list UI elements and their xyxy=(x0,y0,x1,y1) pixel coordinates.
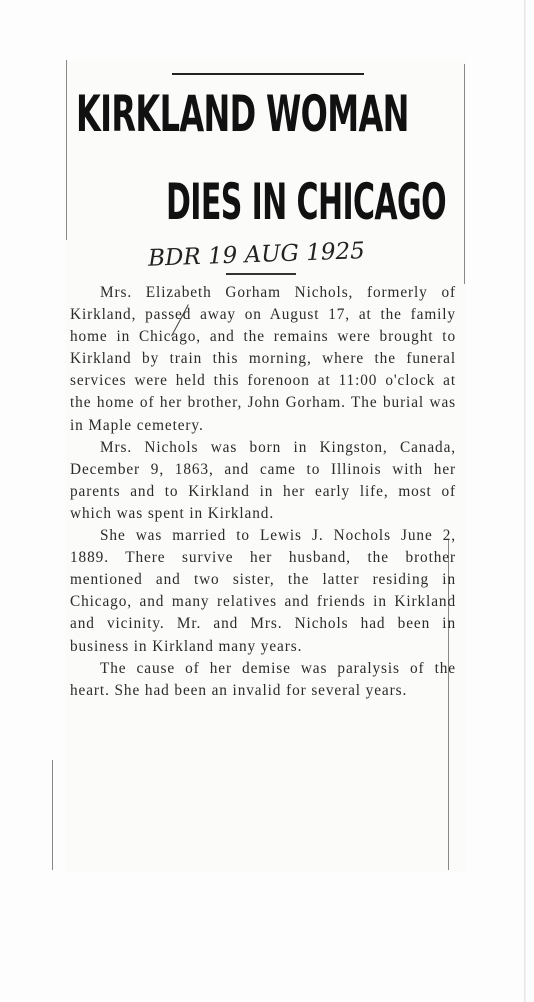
article-paragraph: Mrs. Nichols was born in Kingston, Canada, December 9, 1863, and came to Illinois with her parents and to Kirkland in her early life, most of which was spent in Kirkland. xyxy=(70,438,456,522)
article-paragraph: Mrs. Elizabeth Gorham Nichols, formerly of Kirkland, passed away on August 17, at the family home in Chicago, and the remains were brought to Kirkland by train this morning, where the funeral services were held this forenoon at 11:00 o'clock at the home of her brother, John Gorham. The burial was in Maple cemetery. xyxy=(70,284,456,434)
headline-line-1: KIRKLAND WOMAN xyxy=(76,85,409,143)
headline-line-2: DIES IN CHICAGO xyxy=(166,173,446,231)
handwritten-annotation: BDR 19 AUG 1925 xyxy=(147,238,366,272)
clip-edge-left-lower xyxy=(52,760,53,870)
article-paragraph: The cause of her demise was paralysis of the heart. She had been an invalid for several years. xyxy=(70,659,456,699)
clip-edge-left xyxy=(66,60,67,240)
article-paragraph: She was married to Lewis J. Nochols June 2, 1889. There survive her husband, the brother mentioned and two sister, the latter residing in Chicago, and many relatives and friends in Kirkland and vicinity. Mr. and Mrs. Nichols had been in business in Kirkland many years. xyxy=(70,527,456,655)
headline-bottom-rule xyxy=(226,273,296,275)
scan-edge xyxy=(524,0,526,1002)
article-body xyxy=(70,282,456,702)
clip-edge-right xyxy=(464,64,465,284)
headline-top-rule xyxy=(172,73,364,75)
